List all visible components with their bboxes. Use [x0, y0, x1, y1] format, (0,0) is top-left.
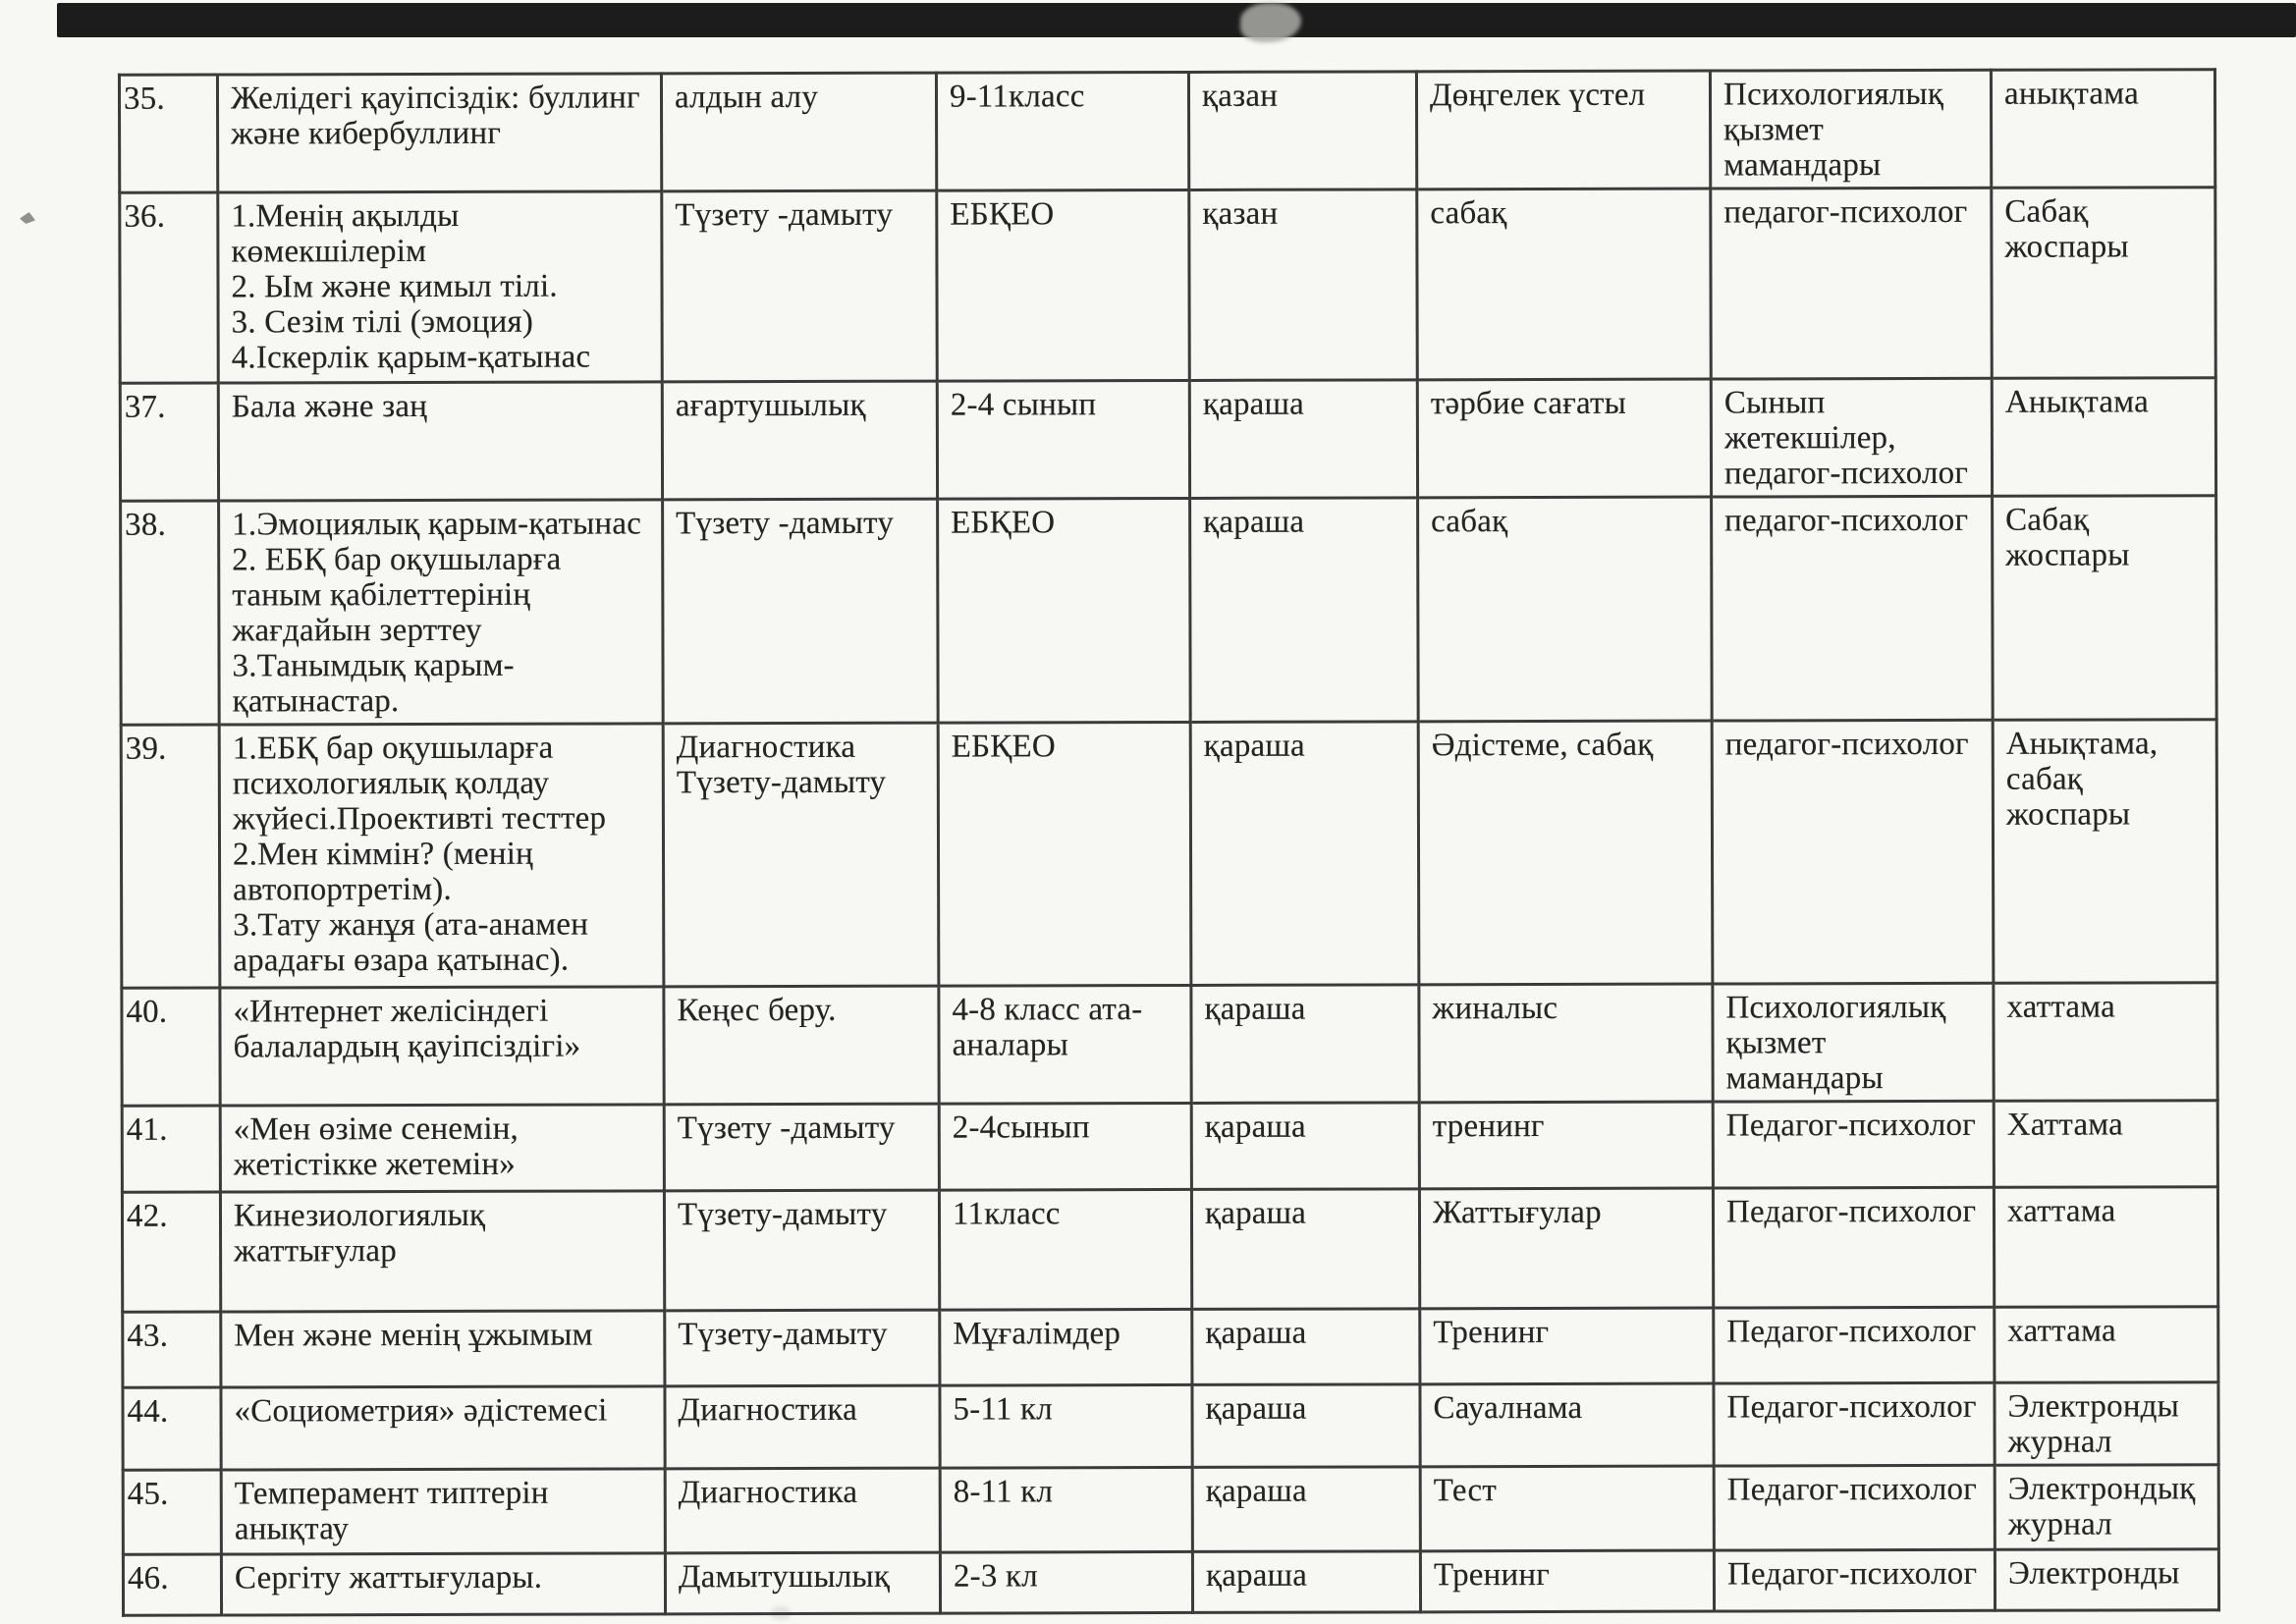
cell-format: Тренинг	[1420, 1308, 1714, 1384]
cell-month: қазан	[1189, 189, 1418, 381]
cell-num: 38.	[121, 501, 220, 725]
cell-responsible: педагог-психолог	[1712, 720, 1994, 984]
cell-month: қараша	[1189, 380, 1417, 499]
cell-format: Дөңгелек үстел	[1416, 71, 1710, 189]
cell-responsible: педагог-психолог	[1712, 496, 1994, 721]
table-row	[122, 983, 2217, 1107]
cell-name: 1.ЕБҚ бар оқушыларға психологиялық қолдау жүйесі.Проективті тесттер 2.Мен кіммін? (менің автопортретім). 3.Тату жанұя (ата-анамен арадағы өзара қатынас).	[219, 724, 664, 988]
table-row	[123, 1307, 2218, 1388]
cell-name: Мен және менің ұжымым	[221, 1311, 665, 1387]
cell-format: Әдістеме, сабақ	[1418, 721, 1713, 985]
cell-type: Кеңес беру.	[664, 986, 939, 1105]
cell-format: тренинг	[1419, 1102, 1713, 1189]
cell-format: Сауалнама	[1420, 1383, 1714, 1467]
cell-audience: 8-11 кл	[940, 1467, 1192, 1552]
cell-name: 1.Менің ақылды көмекшілерім 2. Ым және қимыл тілі. 3. Сезім тілі (эмоция) 4.Іскерлік қарым-қатынас	[218, 191, 663, 383]
cell-output: Хаттама	[1994, 1101, 2217, 1188]
cell-num: 45.	[123, 1470, 221, 1554]
cell-responsible: Педагог-психолог	[1714, 1549, 1995, 1611]
table-row	[120, 188, 2216, 384]
cell-num: 37.	[120, 383, 218, 501]
cell-num: 44.	[123, 1387, 221, 1470]
table-row	[121, 496, 2217, 726]
cell-type: алдын алу	[661, 73, 936, 191]
cell-type: Диагностика	[665, 1385, 940, 1469]
cell-month: қараша	[1191, 1103, 1419, 1190]
cell-month: қараша	[1191, 985, 1419, 1104]
cell-name: Желідегі қауіпсіздік: буллинг және кибербуллинг	[217, 74, 661, 192]
cell-responsible: Педагог-психолог	[1713, 1101, 1994, 1188]
cell-name: «Социометрия» әдістемесі	[221, 1386, 665, 1470]
table-row	[119, 70, 2214, 193]
cell-responsible: Педагог-психолог	[1713, 1187, 1994, 1308]
cell-type: Түзету-дамыту	[664, 1190, 939, 1311]
cell-name: «Мен өзіме сенемін, жетістікке жетемін»	[220, 1105, 664, 1192]
cell-num: 35.	[119, 75, 217, 192]
pencil-mark	[20, 212, 35, 224]
cell-audience: 9-11класс	[936, 72, 1188, 190]
psychology-work-plan-table	[118, 68, 2220, 1617]
cell-responsible: Психологиялық қызмет мамандары	[1710, 70, 1991, 189]
cell-format: сабақ	[1417, 189, 1712, 380]
cell-month: қараша	[1192, 1309, 1420, 1385]
cell-month: қараша	[1190, 722, 1419, 986]
cell-format: Тест	[1420, 1466, 1714, 1551]
cell-name: Сергіту жаттығулары.	[221, 1553, 665, 1615]
cell-format: сабақ	[1418, 497, 1713, 722]
cell-audience: 2-3 кл	[940, 1551, 1192, 1613]
cell-audience: ЕБҚЕО	[938, 722, 1191, 986]
cell-audience: Мұғалімдер	[940, 1309, 1192, 1385]
cell-output: Электрондық журнал	[1995, 1465, 2218, 1550]
cell-month: қазан	[1188, 72, 1416, 190]
cell-type: Түзету -дамыту	[663, 499, 939, 724]
cell-audience: ЕБҚЕО	[937, 189, 1190, 381]
cell-type: Дамытушылық	[665, 1552, 940, 1614]
table-row	[122, 1101, 2217, 1193]
cell-num: 41.	[122, 1106, 220, 1192]
cell-num: 42.	[122, 1192, 220, 1312]
table-row	[120, 378, 2215, 502]
cell-output: анықтама	[1991, 70, 2214, 189]
cell-month: қараша	[1190, 498, 1419, 723]
table-row	[123, 1382, 2218, 1471]
cell-responsible: Педагог-психолог	[1714, 1382, 1995, 1466]
cell-num: 43.	[123, 1312, 221, 1387]
table-row	[123, 1465, 2218, 1555]
cell-output: хаттама	[1994, 983, 2217, 1102]
cell-type: Диагностика Түзету-дамыту	[663, 723, 939, 987]
cell-num: 46.	[123, 1554, 221, 1615]
cell-type: Түзету -дамыту	[662, 190, 938, 382]
cell-name: 1.Эмоциялық қарым-қатынас 2. ЕБҚ бар оқушыларға таным қабілеттерінің жағдайын зерттеу 3.Танымдық қарым-қатынастар.	[219, 500, 664, 725]
cell-name: Бала және заң	[218, 382, 662, 501]
cell-responsible: Педагог-психолог	[1714, 1307, 1995, 1383]
cell-month: қараша	[1192, 1384, 1420, 1468]
cell-audience: 2-4сынып	[939, 1103, 1191, 1190]
cell-output: Электронды журнал	[1995, 1382, 2218, 1466]
cell-output: Анықтама, сабақ жоспары	[1993, 720, 2217, 984]
cell-format: тәрбие сағаты	[1417, 379, 1711, 498]
cell-audience: ЕБҚЕО	[938, 498, 1191, 723]
cell-type: Диагностика	[665, 1468, 940, 1553]
plan-table-body	[119, 70, 2218, 1616]
cell-month: қараша	[1192, 1467, 1420, 1552]
cell-responsible: Психологиялық қызмет мамандары	[1713, 983, 1994, 1102]
cell-audience: 5-11 кл	[940, 1384, 1192, 1468]
cell-num: 40.	[122, 988, 220, 1106]
table-row	[123, 1549, 2218, 1616]
table-row	[121, 720, 2217, 989]
cell-format: Жаттығулар	[1419, 1188, 1713, 1309]
cell-responsible: Педагог-психолог	[1714, 1465, 1995, 1550]
cell-output: хаттама	[1994, 1187, 2217, 1308]
cell-audience: 11класс	[939, 1189, 1191, 1310]
cell-output: Сабақ жоспары	[1992, 188, 2216, 379]
cell-name: Темперамент типтерін анықтау	[221, 1469, 665, 1554]
cell-name: «Интернет желісіндегі балалардың қауіпсіздігі»	[220, 987, 664, 1106]
cell-type: Түзету-дамыту	[665, 1310, 940, 1386]
cell-format: Тренинг	[1420, 1550, 1714, 1612]
scanner-edge-band	[57, 3, 2296, 37]
cell-output: Электронды	[1995, 1549, 2218, 1611]
cell-output: Сабақ жоспары	[1993, 496, 2217, 721]
cell-name: Кинезиологиялық жаттығулар	[220, 1191, 664, 1312]
cell-num: 39.	[121, 725, 220, 988]
cell-responsible: Сынып жетекшілер, педагог-психолог	[1711, 378, 1992, 497]
cell-type: Түзету -дамыту	[664, 1104, 939, 1191]
cell-audience: 4-8 класс ата-аналары	[939, 985, 1191, 1104]
cell-month: қараша	[1191, 1189, 1419, 1310]
cell-format: жиналыс	[1419, 984, 1713, 1103]
cell-month: қараша	[1192, 1551, 1420, 1613]
cell-type: ағартушылық	[662, 381, 937, 500]
cell-output: хаттама	[1995, 1307, 2218, 1383]
cell-responsible: педагог-психолог	[1711, 188, 1993, 379]
cell-num: 36.	[120, 192, 219, 383]
cell-output: Анықтама	[1992, 378, 2215, 497]
table-row	[122, 1187, 2217, 1313]
cell-audience: 2-4 сынып	[937, 380, 1189, 499]
scan-smudge	[1240, 3, 1301, 42]
